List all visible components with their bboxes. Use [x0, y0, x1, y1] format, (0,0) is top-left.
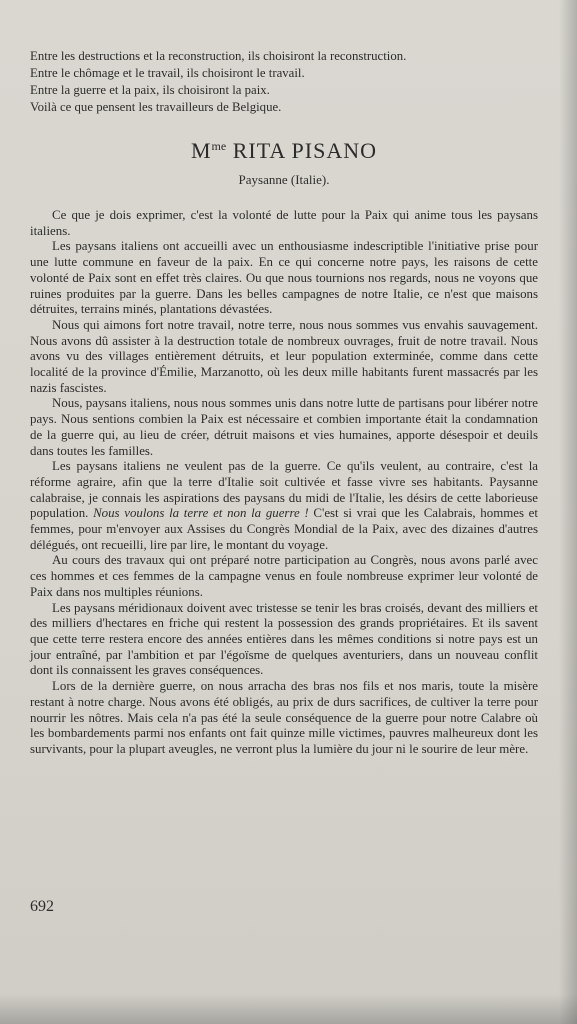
paragraph: Les paysans italiens ont accueilli avec un enthousiasme indescriptible l'initiative prise pour une lutte commune en faveur de la paix. En ce qui concerne notre pays, les raisons de cette volonté de Paix sont en effet très claires. Ou que nous tournions nos regards, nous ne voyons que ruines produites par la guerre. Dans les belles campagnes de notre Italie, ce n'est que maisons détruites, terrains minés, plantations dévastées. — [30, 239, 538, 317]
speaker-title — [30, 132, 538, 165]
intro-line: Voilà ce que pensent les travailleurs de Belgique. — [30, 100, 282, 114]
paragraph: Nous, paysans italiens, nous nous sommes unis dans notre lutte de partisans pour libérer notre pays. Nous sentions combien la Paix est nécessaire et combien importante était la condamnation de la guerre qui, au lieu de créer, détruit maisons et vies humaines, apporte désespoir et deuils dans toutes les familles. — [30, 396, 538, 458]
speaker-prefix-sup: me — [211, 139, 227, 153]
paragraph: Les paysans méridionaux doivent avec tristesse se tenir les bras croisés, devant des milliers et des milliers d'hectares en friche qui restent la possession des grands propriétaires. Et ils savent que cette terre restera encore des années entières dans les mêmes conditions si notre pays est un jour entraîné, par l'ambition et par l'égoïsme de quelques aventuriers, dans un nouveau conflit dont ils connaissent les graves conséquences. — [30, 600, 538, 678]
page-edge-shadow — [559, 0, 577, 1024]
paragraph: Ce que je dois exprimer, c'est la volonté de lutte pour la Paix qui anime tous les paysans italiens. — [30, 208, 538, 238]
speaker-role: Paysanne (Italie). — [238, 172, 330, 187]
paragraph-italic: Nous voulons la terre et non la guerre ! — [93, 506, 309, 521]
speaker-name: RITA PISANO — [232, 138, 378, 163]
paragraph-text: C'est si vrai que les Calabrais, hommes et femmes, pour m'envoyer aux Assises du Congrès Mondial de la Paix, avec des dizaines d'autres délégués, ont recueilli, lire par lire, le montant du voyage. — [30, 506, 538, 552]
speech-body — [30, 208, 538, 758]
paragraph: Au cours des travaux qui ont préparé notre participation au Congrès, nous avons parlé avec ces hommes et ces femmes de la campagne venus en foule nombreuse exprimer leur volonté de Paix dans nos multiples réunions. — [30, 553, 538, 599]
intro-line: Entre le chômage et le travail, ils choisiront le travail. — [30, 66, 305, 80]
paragraph: Lors de la dernière guerre, on nous arracha des bras nos fils et nos maris, toute la misère restant à notre charge. Nous avons été obligés, au prix de durs sacrifices, de cultiver la terre pour nourrir les nôtres. Mais cela n'a pas été la seule conséquence de la guerre pour notre Calabre où les bombardements parmi nos enfants ont fait quinze mille victimes, pauvres malheureux dont les survivants, pour la plupart aveugles, ne verront plus la lumière du jour ni le sourire de leur mère. — [30, 679, 538, 756]
speaker-prefix: M — [190, 138, 212, 163]
paragraph — [30, 459, 538, 553]
paragraph: Nous qui aimons fort notre travail, notre terre, nous nous sommes vus envahis sauvagement. Nous avons dû assister à la destruction totale de nombreux ouvrages, fruit de notre travail. Nous avons vu des villages entièrement détruits, et leur population exterminée, comme dans cette localité de la province d'Émilie, Marzanotto, où les deux mille habitants furent massacrés par les nazis fascistes. — [30, 317, 538, 395]
page-bottom-shadow — [0, 994, 577, 1024]
intro-line: Entre les destructions et la reconstruction, ils choisiront la reconstruction. — [30, 49, 407, 63]
paragraph-text: Les paysans italiens ne veulent pas de la guerre. Ce qu'ils veulent, au contraire, c'est la réforme agraire, afin que la terre d'Italie soit cultivée et fasse vivre ses habitants. Paysanne calabraise, je connais les aspirations des paysans du midi de l'Italie, les désirs de cette laborieuse population. — [30, 459, 538, 521]
intro-block — [30, 48, 538, 116]
intro-line: Entre la guerre et la paix, ils choisiront la paix. — [30, 83, 270, 97]
page-number: 692 — [30, 898, 54, 915]
page-content — [30, 48, 538, 758]
